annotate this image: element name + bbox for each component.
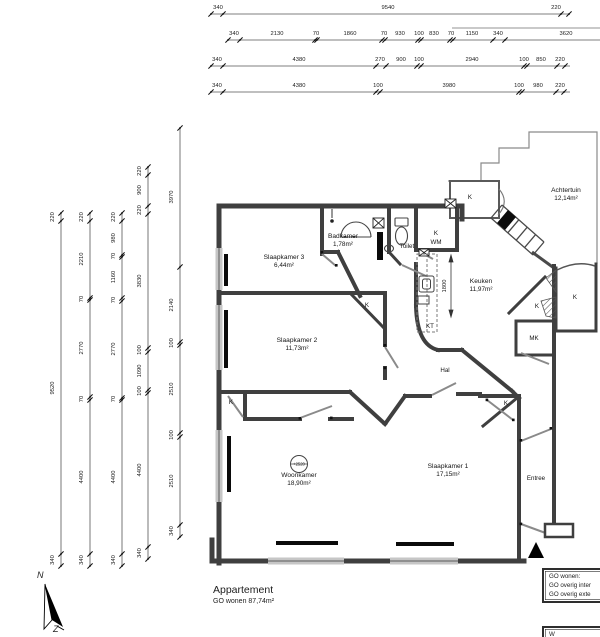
- dim-label: 220: [555, 82, 565, 89]
- apartment-area: GO wonen 87,74m²: [213, 598, 275, 605]
- dim-label: 3830: [137, 274, 144, 288]
- dim-label: 930: [395, 30, 405, 37]
- dim-label: 70: [79, 295, 86, 303]
- room-name: Slaapkamer 2: [276, 337, 318, 344]
- dim-label: 1150: [465, 30, 479, 37]
- dim-label: 2510: [169, 382, 176, 396]
- height-marker-label: +2520: [293, 461, 305, 467]
- room-area: 12,14m²: [554, 195, 578, 202]
- dim-label: 2940: [465, 56, 479, 63]
- room-area: 1,78m²: [333, 241, 353, 248]
- dim-label: 340: [137, 548, 144, 558]
- dim-label: 2770: [111, 342, 118, 356]
- dim-label: 9520: [50, 381, 57, 395]
- plan-label: Toilet: [399, 242, 415, 250]
- dim-label: 4400: [137, 463, 144, 477]
- dim-label: 980: [111, 233, 118, 243]
- kitchen-dim-label: 1800: [442, 279, 449, 293]
- dim-label: 100: [169, 430, 176, 440]
- dim-label: 340: [111, 555, 118, 565]
- plan-label: K: [572, 293, 578, 301]
- dim-label: 3620: [559, 30, 573, 37]
- dim-label: 220: [137, 205, 144, 215]
- dim-label: 340: [493, 30, 503, 37]
- dim-label: 70: [312, 30, 320, 37]
- dim-label: 220: [551, 4, 561, 11]
- dim-label: 100: [373, 82, 383, 89]
- dim-label: 340: [212, 82, 222, 89]
- shaft-hatch-2: [541, 297, 556, 318]
- dim-label: 3980: [442, 82, 456, 89]
- plan-label: MK: [529, 334, 539, 342]
- garden-boundary: [448, 132, 597, 264]
- plan-label: K: [228, 398, 234, 406]
- plan-label: K: [364, 301, 370, 309]
- interior-walls: [219, 206, 554, 561]
- plan-label: K: [433, 229, 439, 237]
- legend-row: GO wonen:: [549, 573, 581, 580]
- plan-label: Entree: [526, 474, 546, 482]
- dim-label: 100: [414, 30, 424, 37]
- legend-row: GO overig exte: [549, 591, 591, 598]
- dim-label: 340: [50, 555, 57, 565]
- dim-label: 220: [79, 212, 86, 222]
- room-area: 11,73m²: [285, 345, 309, 352]
- legend-row: W: [549, 631, 555, 637]
- room-area: 11,97m²: [469, 286, 493, 293]
- plan-label: K: [534, 302, 540, 310]
- plan-label: Hal: [440, 366, 450, 374]
- room-name: Badkamer: [327, 233, 359, 240]
- dim-label: 70: [79, 395, 86, 403]
- legend-row: GO overig inter: [549, 582, 591, 589]
- dim-label: 2770: [79, 341, 86, 355]
- dim-label: 340: [169, 526, 176, 536]
- room-name: Slaapkamer 1: [427, 463, 469, 470]
- dim-label: 340: [212, 56, 222, 63]
- plan-label: WM: [430, 238, 442, 246]
- lamp-icon: [330, 219, 334, 223]
- dim-label: 340: [79, 555, 86, 565]
- bathroom-fixtures: [332, 209, 371, 237]
- dim-label: 270: [375, 56, 385, 63]
- dim-label: 4400: [79, 470, 86, 484]
- dim-label: 4380: [292, 56, 306, 63]
- dim-label: 220: [50, 212, 57, 222]
- compass-south-label: Z: [53, 624, 59, 634]
- room-name: Woonkamer: [281, 472, 317, 479]
- stairs-landing-wall: [532, 252, 554, 268]
- legend-box-2: [542, 626, 600, 637]
- closet-door-arc: [557, 264, 595, 270]
- dim-label: 70: [111, 395, 118, 403]
- dim-label: 2140: [169, 298, 176, 312]
- dim-label: 70: [111, 252, 118, 260]
- dim-label: 980: [533, 82, 543, 89]
- dim-label: 100: [514, 82, 524, 89]
- dim-label: 4400: [111, 470, 118, 484]
- dim-label: 220: [555, 56, 565, 63]
- dim-label: 70: [447, 30, 455, 37]
- room-name: Achtertuin: [551, 187, 581, 194]
- dim-label: 100: [169, 338, 176, 348]
- wall-foot: [545, 524, 573, 537]
- dim-label: 900: [396, 56, 406, 63]
- dim-label: 70: [111, 296, 118, 304]
- dim-label: 100: [414, 56, 424, 63]
- compass-north-label: N: [37, 570, 44, 580]
- plan-label: KT: [426, 322, 434, 330]
- dim-label: 220: [111, 212, 118, 222]
- legend-box-go: [542, 568, 600, 603]
- dim-label: 9540: [381, 4, 395, 11]
- outer-walls: [212, 206, 524, 563]
- shaft-hatch-1: [546, 270, 556, 292]
- entrance-arrow: [528, 542, 544, 558]
- room-name: Keuken: [469, 278, 493, 285]
- plan-label: K: [467, 193, 473, 201]
- dim-label: 100: [519, 56, 529, 63]
- dim-label: 900: [137, 185, 144, 195]
- dim-label: 1090: [137, 364, 144, 378]
- dim-label: 100: [137, 345, 144, 355]
- dim-label: 100: [137, 386, 144, 396]
- apartment-title: Appartement: [213, 584, 274, 596]
- dim-label: 2210: [79, 252, 86, 266]
- dim-label: 70: [380, 30, 388, 37]
- dim-label: 3970: [169, 190, 176, 204]
- plan-label: K: [503, 399, 509, 407]
- room-area: 18,90m²: [287, 480, 311, 487]
- dim-label: 340: [213, 4, 223, 11]
- dim-label: 830: [429, 30, 439, 37]
- room-name: Slaapkamer 3: [263, 254, 305, 261]
- kitchen-appliance: [418, 276, 434, 304]
- dim-label: 2510: [169, 474, 176, 488]
- dim-label: 220: [137, 166, 144, 176]
- room-area: 6,44m²: [274, 262, 294, 269]
- dim-label: 340: [229, 30, 239, 37]
- dim-label: 850: [536, 56, 546, 63]
- kitchen-counter: [417, 254, 437, 332]
- closet-walls: [352, 252, 596, 426]
- kitchen-dim-arrow: [449, 255, 453, 317]
- dim-label: 1860: [343, 30, 357, 37]
- room-area: 17,15m²: [436, 471, 460, 478]
- dim-label: 2130: [270, 30, 284, 37]
- dim-label: 1160: [111, 270, 118, 284]
- dim-label: 4380: [292, 82, 306, 89]
